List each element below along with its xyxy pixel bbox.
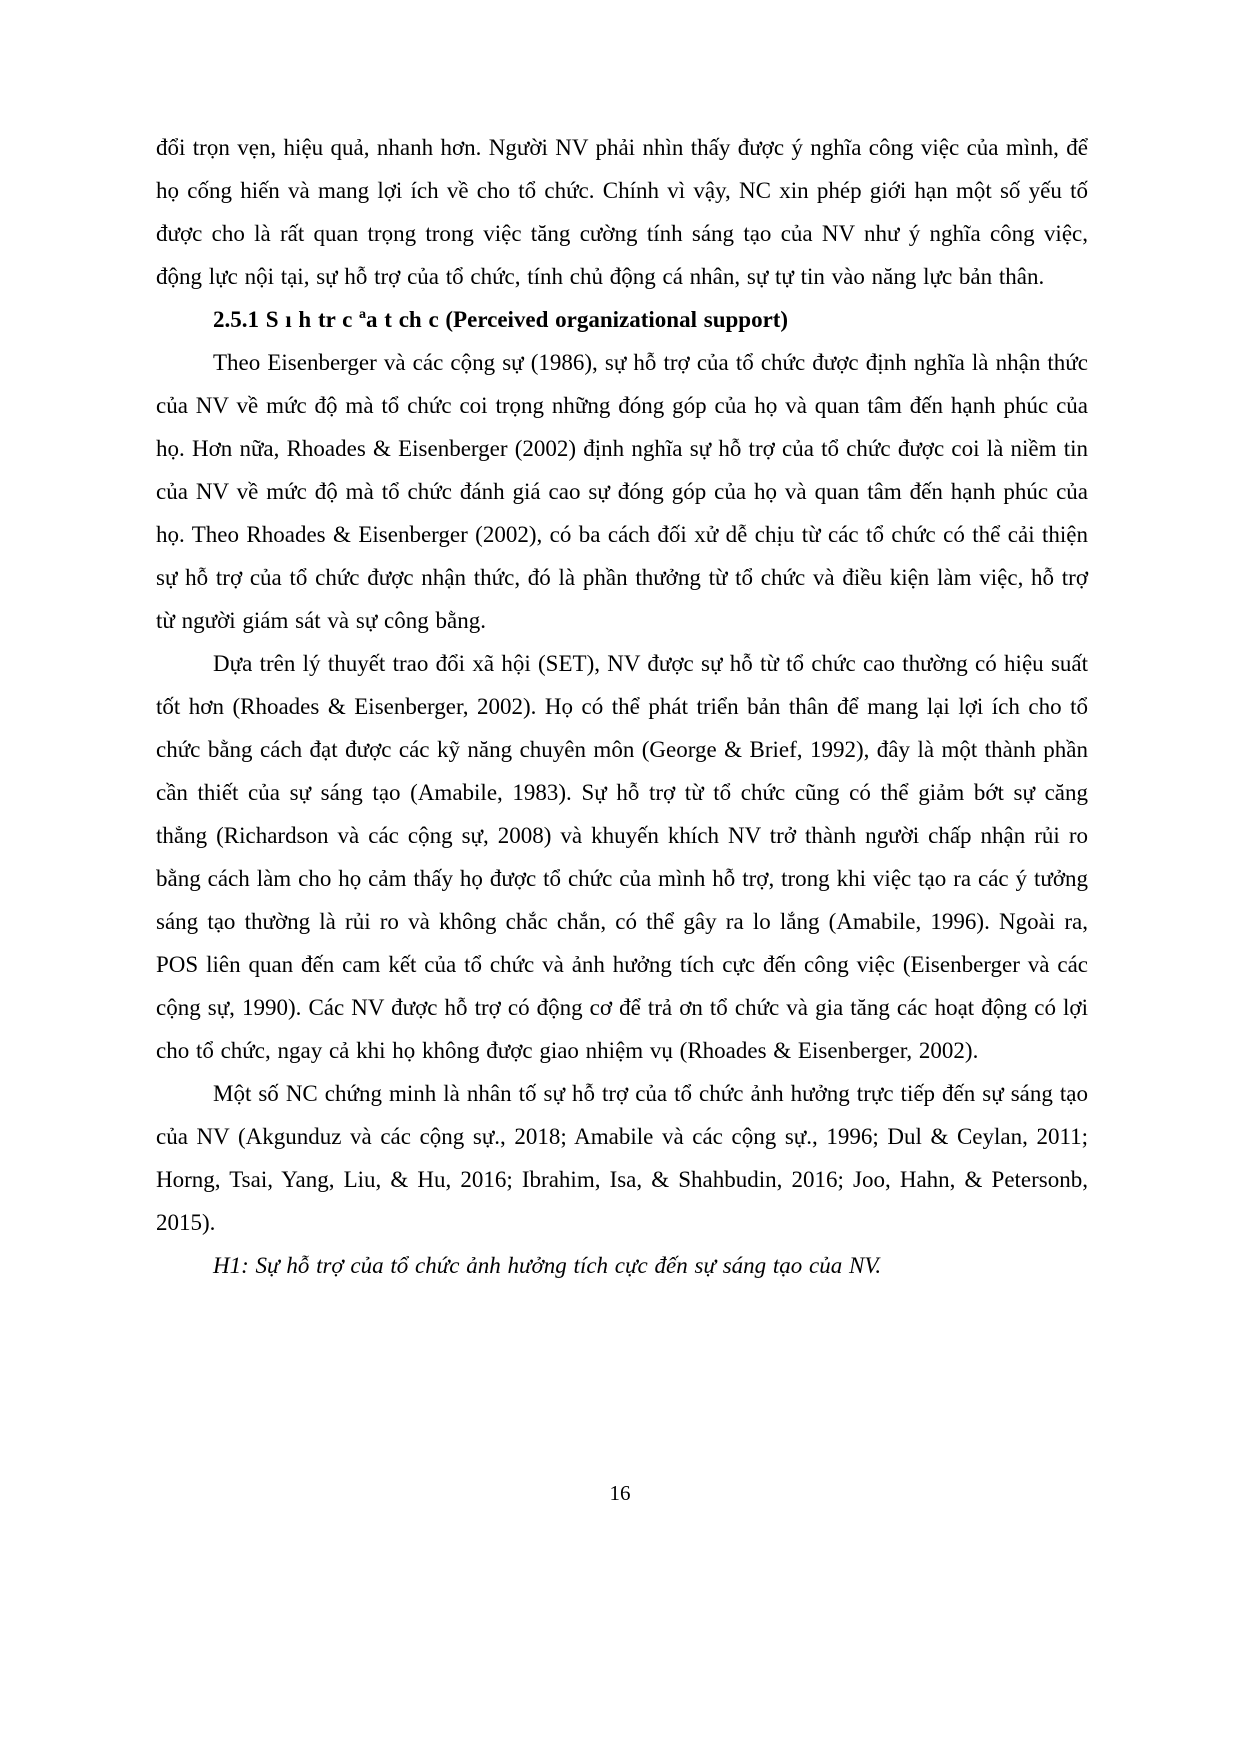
paragraph-continuation: đổi trọn vẹn, hiệu quả, nhanh hơn. Người NV phải nhìn thấy được ý nghĩa công việc của mình, để họ cống hiến và mang lợi ích về cho tổ chức. Chính vì vậy, NC xin phép giới hạn một số yếu tố được cho là rất quan trọng trong việc tăng cường tính sáng tạo của NV như ý nghĩa công việc, động lực nội tại, sự hỗ trợ của tổ chức, tính chủ động cá nhân, sự tự tin vào năng lực bản thân. xyxy=(156,135,1088,289)
page-content xyxy=(156,126,1088,1287)
paragraph-set-theory: Dựa trên lý thuyết trao đổi xã hội (SET), NV được sự hỗ từ tổ chức cao thường có hiệu suất tốt hơn (Rhoades & Eisenberger, 2002). Họ có thể phát triển bản thân để mang lại lợi ích cho tổ chức bằng cách đạt được các kỹ năng chuyên môn (George & Brief, 1992), đây là một thành phần cần thiết của sự sáng tạo (Amabile, 1983). Sự hỗ trợ từ tổ chức cũng có thể giảm bớt sự căng thẳng (Richardson và các cộng sự, 2008) và khuyến khích NV trở thành người chấp nhận rủi ro bằng cách làm cho họ cảm thấy họ được tổ chức của mình hỗ trợ, trong khi việc tạo ra các ý tưởng sáng tạo thường là rủi ro và không chắc chắn, có thể gây ra lo lắng (Amabile, 1996). Ngoài ra, POS liên quan đến cam kết của tổ chức và ảnh hưởng tích cực đến công việc (Eisenberger và các cộng sự, 1990). Các NV được hỗ trợ có động cơ để trả ơn tổ chức và gia tăng các hoạt động có lợi cho tổ chức, ngay cả khi họ không được giao nhiệm vụ (Rhoades & Eisenberger, 2002). xyxy=(156,651,1088,1063)
page-number: 16 xyxy=(609,1481,631,1505)
hypothesis-h1: H1: Sự hỗ trợ của tổ chức ảnh hưởng tích cực đến sự sáng tạo của NV. xyxy=(213,1253,882,1278)
paragraph-evidence: Một số NC chứng minh là nhân tố sự hỗ trợ của tổ chức ảnh hưởng trực tiếp đến sự sáng tạo của NV (Akgunduz và các cộng sự., 2018; Amabile và các cộng sự., 1996; Dul & Ceylan, 2011; Horng, Tsai, Yang, Liu, & Hu, 2016; Ibrahim, Isa, & Shahbudin, 2016; Joo, Hahn, & Petersonb, 2015). xyxy=(156,1081,1088,1235)
paragraph-definition-pos: Theo Eisenberger và các cộng sự (1986), sự hỗ trợ của tổ chức được định nghĩa là nhận thức của NV về mức độ mà tổ chức coi trọng những đóng góp của họ và quan tâm đến hạnh phúc của họ. Hơn nữa, Rhoades & Eisenberger (2002) định nghĩa sự hỗ trợ của tổ chức được coi là niềm tin của NV về mức độ mà tổ chức đánh giá cao sự đóng góp của họ và quan tâm đến hạnh phúc của họ. Theo Rhoades & Eisenberger (2002), có ba cách đối xử dễ chịu từ các tổ chức có thể cải thiện sự hỗ trợ của tổ chức được nhận thức, đó là phần thưởng từ tổ chức và điều kiện làm việc, hỗ trợ từ người giám sát và sự công bằng. xyxy=(156,350,1088,633)
section-heading-2-5-1: 2.5.1 S ı h tr c ªa t ch c (Perceived organizational support) xyxy=(213,307,789,332)
